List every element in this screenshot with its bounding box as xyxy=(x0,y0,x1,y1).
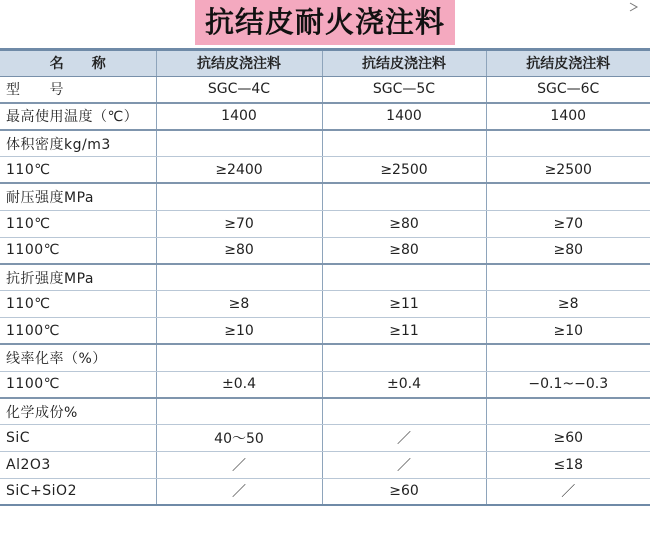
value-cell xyxy=(156,344,322,371)
value-cell: ≥80 xyxy=(322,210,486,237)
row-label: 型 号 xyxy=(0,76,156,103)
row-label: SiC+SiO2 xyxy=(0,478,156,505)
value-cell: 1400 xyxy=(322,103,486,130)
value-cell: ≥80 xyxy=(156,237,322,264)
table-header-row xyxy=(0,50,650,77)
row-label: 耐压强度MPa xyxy=(0,183,156,210)
row-label: 110℃ xyxy=(0,210,156,237)
table-row xyxy=(0,425,650,452)
value-cell: ≥70 xyxy=(156,210,322,237)
corner-arrow-icon xyxy=(628,2,640,12)
row-label: 1100℃ xyxy=(0,371,156,398)
table-row xyxy=(0,130,650,157)
value-cell: 40～50 xyxy=(156,425,322,452)
table-row xyxy=(0,478,650,505)
value-cell: SGC—6C xyxy=(486,76,650,103)
row-label: 抗折强度MPa xyxy=(0,264,156,291)
row-label: 110℃ xyxy=(0,291,156,318)
value-cell: ≥2500 xyxy=(486,157,650,184)
value-cell: 1400 xyxy=(156,103,322,130)
value-cell xyxy=(486,398,650,425)
value-cell: ≥11 xyxy=(322,317,486,344)
value-cell: ±0.4 xyxy=(156,371,322,398)
row-label: SiC xyxy=(0,425,156,452)
value-cell: ≥10 xyxy=(486,317,650,344)
value-cell: ≥80 xyxy=(486,237,650,264)
header-product-cell: 抗结皮浇注料 xyxy=(322,50,486,77)
header-product-cell: 抗结皮浇注料 xyxy=(486,50,650,77)
value-cell: ≥2400 xyxy=(156,157,322,184)
value-cell: −0.1~−0.3 xyxy=(486,371,650,398)
row-label: 化学成份% xyxy=(0,398,156,425)
value-cell xyxy=(486,183,650,210)
value-cell: ／ xyxy=(156,478,322,505)
row-label: 1100℃ xyxy=(0,317,156,344)
table-row xyxy=(0,451,650,478)
value-cell: ≥8 xyxy=(156,291,322,318)
table-row xyxy=(0,157,650,184)
row-label: 1100℃ xyxy=(0,237,156,264)
table-row xyxy=(0,398,650,425)
value-cell xyxy=(156,398,322,425)
value-cell: ／ xyxy=(322,425,486,452)
value-cell: ≥2500 xyxy=(322,157,486,184)
table-row xyxy=(0,344,650,371)
table-row xyxy=(0,371,650,398)
value-cell: ／ xyxy=(486,478,650,505)
value-cell xyxy=(486,264,650,291)
value-cell xyxy=(486,344,650,371)
value-cell: ≥60 xyxy=(486,425,650,452)
value-cell: ±0.4 xyxy=(322,371,486,398)
value-cell: ≥8 xyxy=(486,291,650,318)
page-title: 抗结皮耐火浇注料 xyxy=(195,0,455,45)
header-product-cell: 抗结皮浇注料 xyxy=(156,50,322,77)
value-cell xyxy=(156,130,322,157)
table-row xyxy=(0,317,650,344)
value-cell: ≥60 xyxy=(322,478,486,505)
value-cell xyxy=(322,130,486,157)
header-name-cell: 名 称 xyxy=(0,50,156,77)
value-cell: ≤18 xyxy=(486,451,650,478)
value-cell: ≥11 xyxy=(322,291,486,318)
table-row xyxy=(0,183,650,210)
title-bar xyxy=(0,0,650,46)
value-cell: SGC—4C xyxy=(156,76,322,103)
value-cell: 1400 xyxy=(486,103,650,130)
table-row xyxy=(0,291,650,318)
row-label: Al2O3 xyxy=(0,451,156,478)
value-cell xyxy=(322,264,486,291)
value-cell: ／ xyxy=(156,451,322,478)
value-cell: SGC—5C xyxy=(322,76,486,103)
value-cell xyxy=(322,344,486,371)
value-cell: ／ xyxy=(322,451,486,478)
table-row xyxy=(0,237,650,264)
table-row xyxy=(0,76,650,103)
table-row xyxy=(0,264,650,291)
row-label: 线率化率（%） xyxy=(0,344,156,371)
value-cell: ≥70 xyxy=(486,210,650,237)
table-row xyxy=(0,210,650,237)
value-cell xyxy=(156,264,322,291)
row-label: 110℃ xyxy=(0,157,156,184)
value-cell xyxy=(156,183,322,210)
row-label: 体积密度kg/m3 xyxy=(0,130,156,157)
row-label: 最高使用温度（℃） xyxy=(0,103,156,130)
table-row xyxy=(0,103,650,130)
spec-table xyxy=(0,48,650,506)
value-cell: ≥10 xyxy=(156,317,322,344)
value-cell: ≥80 xyxy=(322,237,486,264)
value-cell xyxy=(486,130,650,157)
value-cell xyxy=(322,183,486,210)
value-cell xyxy=(322,398,486,425)
